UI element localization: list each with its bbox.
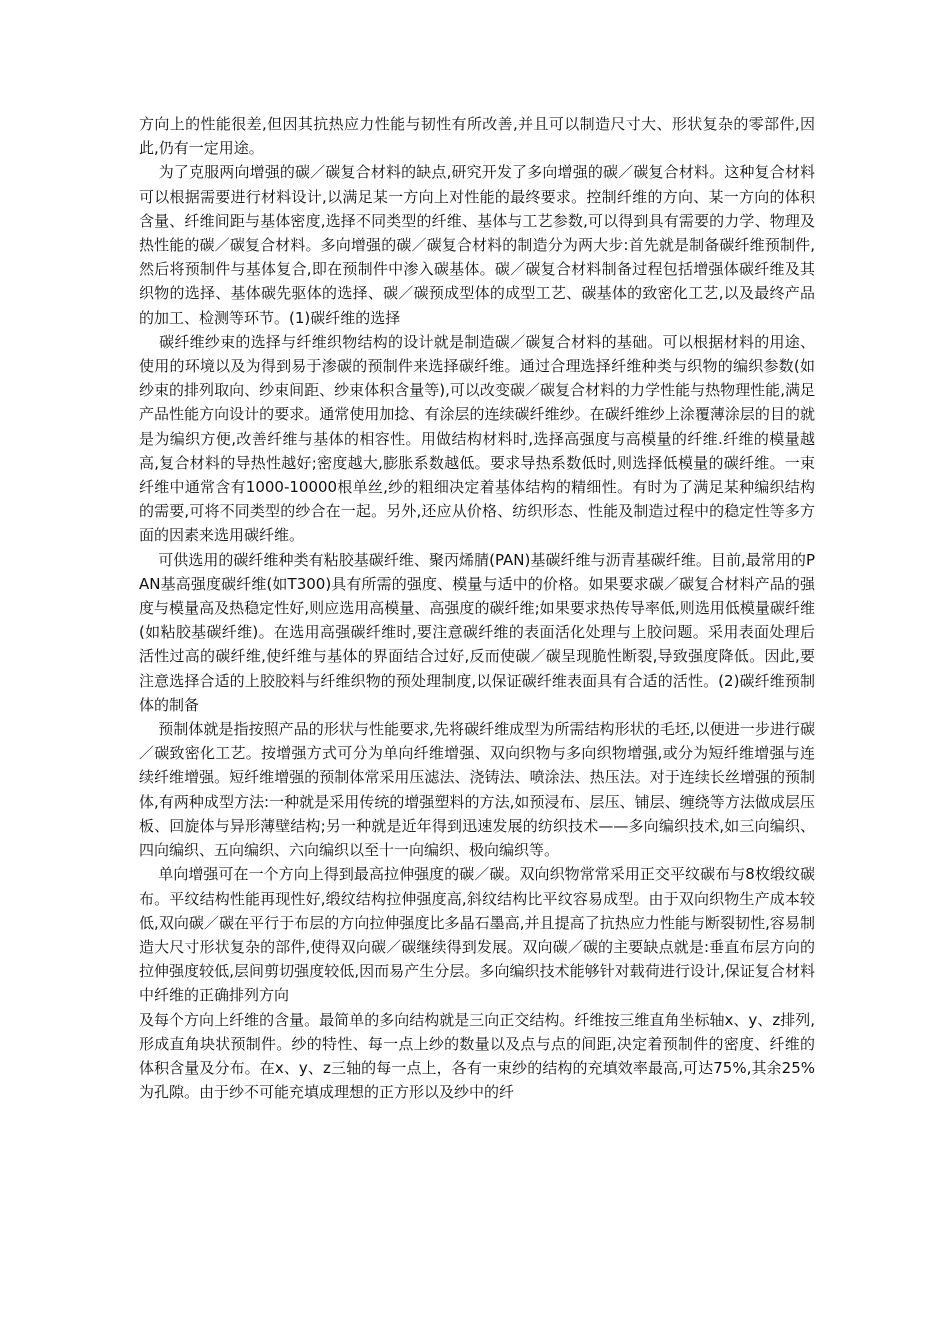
paragraph-7: 及每个方向上纤维的含量。最简单的多向结构就是三向正交结构。纤维按三维直角坐标轴x、y、z排列,形成直角块状预制件。纱的特性、每一点上纱的数量以及点与点的间距,决定着预制件的密度、纤维的体积含量及分布。在x、y、z三轴的每一点上，各有一束纱的结构的充填效率最高,可达75%,其余25%为孔隙。由于纱不可能充填成理想的正方形以及纱中的纤 xyxy=(139,1010,815,1102)
paragraph-4: 可供选用的碳纤维种类有粘胶基碳纤维、聚丙烯腈(PAN)基碳纤维与沥青基碳纤维。目前,最常用的PAN基高强度碳纤维(如T300)具有所需的强度、模量与适中的价格。如果要求碳／碳复合材料产品的强度与模量高及热稳定性好,则应选用高模量、高强度的碳纤维;如果要求热传导率低,则选用低模量碳纤维(如粘胶基碳纤维)。在选用高强碳纤维时,要注意碳纤维的表面活化处理与上胶问题。采用表面处理后活性过高的碳纤维,使纤维与基体的界面结合过好,反而使碳／碳呈现脆性断裂,导致强度降低。因此,要注意选择合适的上胶胶料与纤维织物的预处理制度,以保证碳纤维表面具有合适的活性。(2)碳纤维预制体的制备 xyxy=(139,550,815,714)
paragraph-3: 碳纤维纱束的选择与纤维织物结构的设计就是制造碳／碳复合材料的基础。可以根据材料的用途、使用的环境以及为得到易于渗碳的预制件来选择碳纤维。通过合理选择纤维种类与织物的编织参数(如纱束的排列取向、纱束间距、纱束体积含量等),可以改变碳／碳复合材料的力学性能与热物理性能,满足产品性能方向设计的要求。通常使用加捻、有涂层的连续碳纤维纱。在碳纤维纱上涂覆薄涂层的目的就是为编织方便,改善纤维与基体的相容性。用做结构材料时,选择高强度与高模量的纤维.纤维的模量越高,复合材料的导热性越好;密度越大,膨胀系数越低。要求导热系数低时,则选择低模量的碳纤维。一束纤维中通常含有1000-10000根单丝,纱的粗细决定着基体结构的精细性。有时为了满足某种编织结构的需要,可将不同类型的纱合在一起。另外,还应从价格、纺织形态、性能及制造过程中的稳定性等多方面的因素来选用碳纤维。 xyxy=(139,332,815,545)
paragraph-1: 方向上的性能很差,但因其抗热应力性能与韧性有所改善,并且可以制造尺寸大、形状复杂的零部件,因此,仍有一定用途。 xyxy=(139,115,815,158)
document-page xyxy=(139,112,815,1104)
paragraph-5: 预制体就是指按照产品的形状与性能要求,先将碳纤维成型为所需结构形状的毛坯,以便进一步进行碳／碳致密化工艺。按增强方式可分为单向纤维增强、双向织物与多向织物增强,或分为短纤维增强与连续纤维增强。短纤维增强的预制体常采用压滤法、浇铸法、喷涂法、热压法。对于连续长丝增强的预制体,有两种成型方法:一种就是采用传统的增强塑料的方法,如预浸布、层压、铺层、缠绕等方法做成层压板、回旋体与异形薄壁结构;另一种就是近年得到迅速发展的纺织技术——多向编织技术,如三向编织、四向编织、五向编织、六向编织以至十一向编织、极向编织等。 xyxy=(139,720,815,860)
paragraph-6: 单向增强可在一个方向上得到最高拉伸强度的碳／碳。双向织物常常采用正交平纹碳布与8枚缎纹碳布。平纹结构性能再现性好,缎纹结构拉伸强度高,斜纹结构比平纹容易成型。由于双向织物生产成本较低,双向碳／碳在平行于布层的方向拉伸强度比多晶石墨高,并且提高了抗热应力性能与断裂韧性,容易制造大尺寸形状复杂的部件,使得双向碳／碳继续得到发展。双向碳／碳的主要缺点就是:垂直布层方向的拉伸强度较低,层间剪切强度较低,因而易产生分层。多向编织技术能够针对载荷进行设计,保证复合材料中纤维的正确排列方向 xyxy=(139,865,815,1005)
paragraph-2: 为了克服两向增强的碳／碳复合材料的缺点,研究开发了多向增强的碳／碳复合材料。这种复合材料可以根据需要进行材料设计,以满足某一方向上对性能的最终要求。控制纤维的方向、某一方向的体积含量、纤维间距与基体密度,选择不同类型的纤维、基体与工艺参数,可以得到具有需要的力学、物理及热性能的碳／碳复合材料。多向增强的碳／碳复合材料的制造分为两大步:首先就是制备碳纤维预制件,然后将预制件与基体复合,即在预制件中渗入碳基体。碳／碳复合材料制备过程包括增强体碳纤维及其织物的选择、基体碳先驱体的选择、碳／碳预成型体的成型工艺、碳基体的致密化工艺,以及最终产品的加工、检测等环节。(1)碳纤维的选择 xyxy=(139,163,815,327)
